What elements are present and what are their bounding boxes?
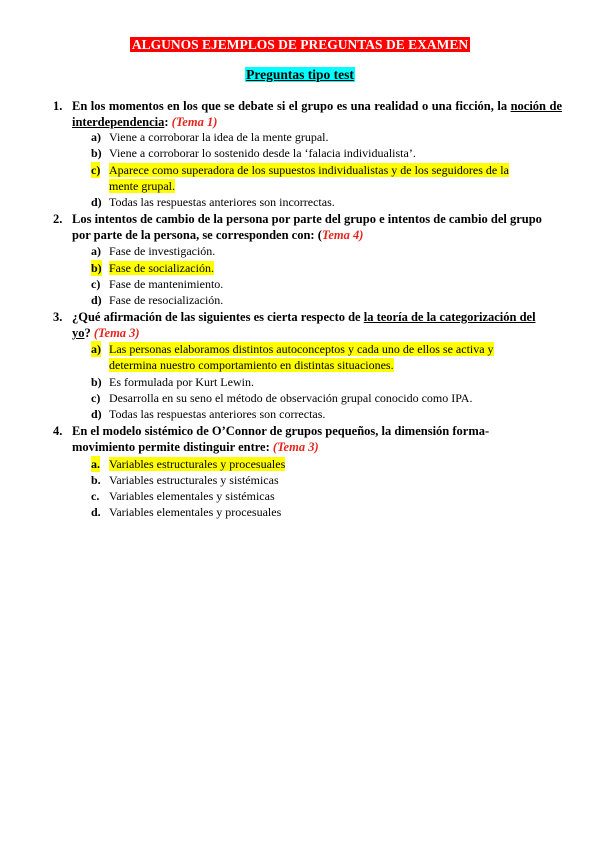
question-text: En el modelo sistémico de O’Connor de grupos pequeños, la dimensión forma- movimiento permite distinguir entre: (Tema 3) [72,424,490,454]
option-text: Las personas elaboramos distintos autoconceptos y cada uno de ellos se activa y determina nuestro comportamiento en distintas situaciones. [109,342,494,372]
option-text: Todas las respuestas anteriores son incorrectas. [109,195,335,209]
question-number: 1. [53,99,63,113]
option-label: c. [91,489,100,503]
option-label: a) [91,342,101,356]
option-text: Variables estructurales y sistémicas [109,473,279,487]
page-subtitle-text: Preguntas tipo test [246,67,354,82]
option-label: d) [91,407,102,421]
option-label: a) [91,244,101,258]
option-text: Desarrolla en su seno el método de observación grupal conocido como IPA. [109,391,473,405]
option-text: Viene a corroborar la idea de la mente grupal. [109,130,329,144]
option-text: Variables elementales y sistémicas [109,489,275,503]
question-text: ¿Qué afirmación de las siguientes es cierta respecto de la teoría de la categorización del yo? (Tema 3) [72,310,536,340]
page-title [0,37,600,53]
option-label: c) [91,163,101,177]
question-text: En los momentos en los que se debate si el grupo es una realidad o una ficción, la noción de interdependencia: (Tema 1) [72,99,562,129]
tema-tag: (Tema 1) [171,115,218,129]
tema-tag: (Tema 3) [93,326,140,340]
option-label: d) [91,195,102,209]
underlined-term: la teoría de la categorización del [363,310,536,324]
option-label: b. [91,473,101,487]
question-number: 4. [53,424,63,438]
option-text: Fase de investigación. [109,244,216,258]
tema-tag: (Tema 3) [272,440,319,454]
option-text: Es formulada por Kurt Lewin. [109,375,254,389]
option-text: Variables estructurales y procesuales [109,457,286,471]
underlined-term: yo [72,326,85,340]
page-title-text: ALGUNOS EJEMPLOS DE PREGUNTAS DE EXAMEN [131,37,469,52]
question-number: 3. [53,310,63,324]
option-label: b) [91,146,102,160]
option-label: d. [91,505,101,519]
question-number: 2. [53,212,63,226]
underlined-term: noción de interdependencia [72,99,562,129]
tema-tag: Tema 4) [321,228,364,242]
page-subtitle [0,67,600,83]
option-text: Todas las respuestas anteriores son correctas. [109,407,326,421]
option-text: Aparece como superadora de los supuestos individualistas y de los seguidores de la mente grupal. [109,163,509,193]
option-label: a. [91,457,100,471]
question-text: Los intentos de cambio de la persona por parte del grupo e intentos de cambio del grupo por parte de la persona, se corresponden con: (Tema 4) [72,212,542,242]
option-text: Fase de mantenimiento. [109,277,224,291]
option-label: c) [91,391,101,405]
option-label: d) [91,293,102,307]
option-label: b) [91,375,102,389]
option-label: a) [91,130,101,144]
option-label: c) [91,277,101,291]
option-text: Fase de socialización. [109,261,214,275]
option-text: Variables elementales y procesuales [109,505,282,519]
option-text: Viene a corroborar lo sostenido desde la ‘falacia individualista’. [109,146,416,160]
option-label: b) [91,261,102,275]
option-text: Fase de resocialización. [109,293,224,307]
